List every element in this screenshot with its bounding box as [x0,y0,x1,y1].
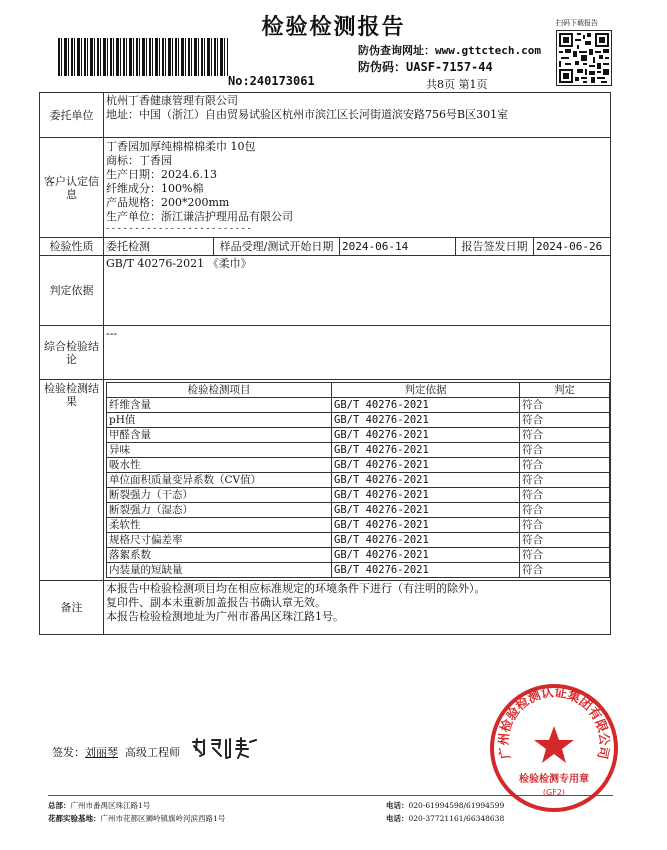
result-judgement: 符合 [520,413,610,428]
manufacturer: 生产单位：浙江谦洁护理用品有限公司 [106,210,293,223]
product-spec: 产品规格：200*200mm [106,196,230,209]
result-basis: GB/T 40276-2021 [332,548,520,563]
antifake-site [358,42,541,58]
client-info-cell [104,138,611,238]
result-row [107,443,610,458]
result-row [107,503,610,518]
result-row [107,428,610,443]
basis-label: 判定依据 [40,256,104,326]
client-info-label: 客户认定信息 [40,138,104,238]
result-judgement: 符合 [520,563,610,578]
result-item: 吸水性 [107,458,332,473]
footer-hq [48,800,150,811]
antifake-site-url: www.gttctech.com [435,44,541,57]
remarks-cell [104,581,611,635]
nature-label: 检验性质 [40,238,104,256]
result-item: pH值 [107,413,332,428]
result-item: 单位面积质量变异系数（CV值） [107,473,332,488]
result-judgement: 符合 [520,533,610,548]
result-basis: GB/T 40276-2021 [332,563,520,578]
result-judgement: 符合 [520,503,610,518]
result-row [107,518,610,533]
header-basis: 判定依据 [332,383,520,398]
result-judgement: 符合 [520,398,610,413]
tel2-value: 020-37721161/66348638 [408,814,505,823]
result-judgement: 符合 [520,473,610,488]
signature-label: 签发： [52,746,85,759]
result-judgement: 符合 [520,458,610,473]
antifake-code [358,58,493,75]
trademark: 商标：丁香园 [106,154,172,167]
antifake-site-label: 防伪查询网址： [358,44,435,57]
result-row [107,533,610,548]
results-cell [104,380,611,581]
svg-text:检验检测专用章: 检验检测专用章 [519,774,589,785]
signer-name: 刘丽琴 [85,746,118,759]
result-item: 规格尺寸偏差率 [107,533,332,548]
antifake-code-value: UASF-7157-44 [406,60,493,74]
results-label: 检验检测结果 [40,380,104,581]
remarks-label: 备注 [40,581,104,635]
result-basis: GB/T 40276-2021 [332,518,520,533]
svg-text:广州检验检测认证集团有限公司: 广州检验检测认证集团有限公司 [495,684,613,761]
result-item: 柔软性 [107,518,332,533]
fiber-composition: 纤维成分：100%棉 [106,182,204,195]
remark-line: 本报告检验检测地址为广州市番禺区珠江路1号。 [106,610,344,623]
footer-huadu [48,813,225,824]
result-item: 异味 [107,443,332,458]
issue-date-value: 2024-06-26 [534,238,611,256]
product-name: 丁香园加厚纯棉棉棉柔巾 10包 [106,140,256,153]
conclusion-label: 综合检验结论 [40,326,104,380]
result-basis: GB/T 40276-2021 [332,398,520,413]
result-basis: GB/T 40276-2021 [332,428,520,443]
result-item: 内装量的短缺量 [107,563,332,578]
result-basis: GB/T 40276-2021 [332,443,520,458]
result-row [107,458,610,473]
report-number: No:240173061 [228,74,315,88]
handwritten-signature [190,736,260,760]
result-item: 甲醛含量 [107,428,332,443]
signature-line [52,744,180,760]
client-cell [104,93,611,138]
report-table [39,92,611,635]
footer-tel-1 [386,800,504,811]
result-judgement: 符合 [520,443,610,458]
tel2-label: 电话： [386,814,409,823]
nature-value: 委托检测 [104,238,214,256]
basis-value: GB/T 40276-2021 《柔巾》 [104,256,611,326]
result-judgement: 符合 [520,488,610,503]
dash-line: - - - - - - - - - - - - - - - - - - - - - - - - - [106,224,251,234]
start-date-value: 2024-06-14 [340,238,456,256]
antifake-code-label: 防伪码： [358,60,407,74]
result-row [107,413,610,428]
barcode [58,38,228,76]
result-basis: GB/T 40276-2021 [332,488,520,503]
hq-label: 总部： [48,801,71,810]
result-basis: GB/T 40276-2021 [332,413,520,428]
svg-text:(GF2): (GF2) [542,788,566,797]
qr-code-icon [556,30,612,86]
signer-title: 高级工程师 [125,746,180,759]
tel1-label: 电话： [386,801,409,810]
remark-line: 本报告中检验检测项目均在相应标准规定的环境条件下进行（有注明的除外）。 [106,582,486,595]
issue-date-label: 报告签发日期 [456,238,534,256]
header-item: 检验检测项目 [107,383,332,398]
client-address: 地址：中国（浙江）自由贸易试验区杭州市滨江区长河街道滨安路756号B区301室 [106,108,509,121]
result-row [107,488,610,503]
results-header-row [107,383,610,398]
conclusion-value: --- [104,326,611,380]
hq-address: 广州市番禺区珠江路1号 [70,801,151,810]
remark-line: 复印件、副本未重新加盖报告书确认章无效。 [106,596,326,609]
huadu-address: 广州市花都区狮岭镇旗岭河滨西路1号 [100,814,226,823]
footer-tel-2 [386,813,504,824]
footer-divider [48,795,613,796]
result-judgement: 符合 [520,518,610,533]
header-judgement: 判定 [520,383,610,398]
result-basis: GB/T 40276-2021 [332,533,520,548]
client-name: 杭州丁香健康管理有限公司 [106,94,238,107]
result-basis: GB/T 40276-2021 [332,473,520,488]
result-row [107,548,610,563]
huadu-label: 花都实验基地： [48,814,101,823]
result-item: 纤维含量 [107,398,332,413]
start-date-label: 样品受理/测试开始日期 [214,238,340,256]
result-basis: GB/T 40276-2021 [332,458,520,473]
report-title: 检验检测报告 [261,15,406,40]
result-judgement: 符合 [520,548,610,563]
result-item: 落絮系数 [107,548,332,563]
production-date: 生产日期：2024.6.13 [106,168,217,181]
client-label: 委托单位 [40,93,104,138]
result-item: 断裂强力（湿态） [107,503,332,518]
result-basis: GB/T 40276-2021 [332,503,520,518]
result-judgement: 符合 [520,428,610,443]
results-table [106,382,610,578]
result-row [107,563,610,578]
scan-label: 扫码下载报告 [556,19,598,27]
tel1-value: 020-61994598/61994599 [408,801,505,810]
result-item: 断裂强力（干态） [107,488,332,503]
page-count: 共8页 第1页 [426,78,488,91]
result-row [107,398,610,413]
result-row [107,473,610,488]
